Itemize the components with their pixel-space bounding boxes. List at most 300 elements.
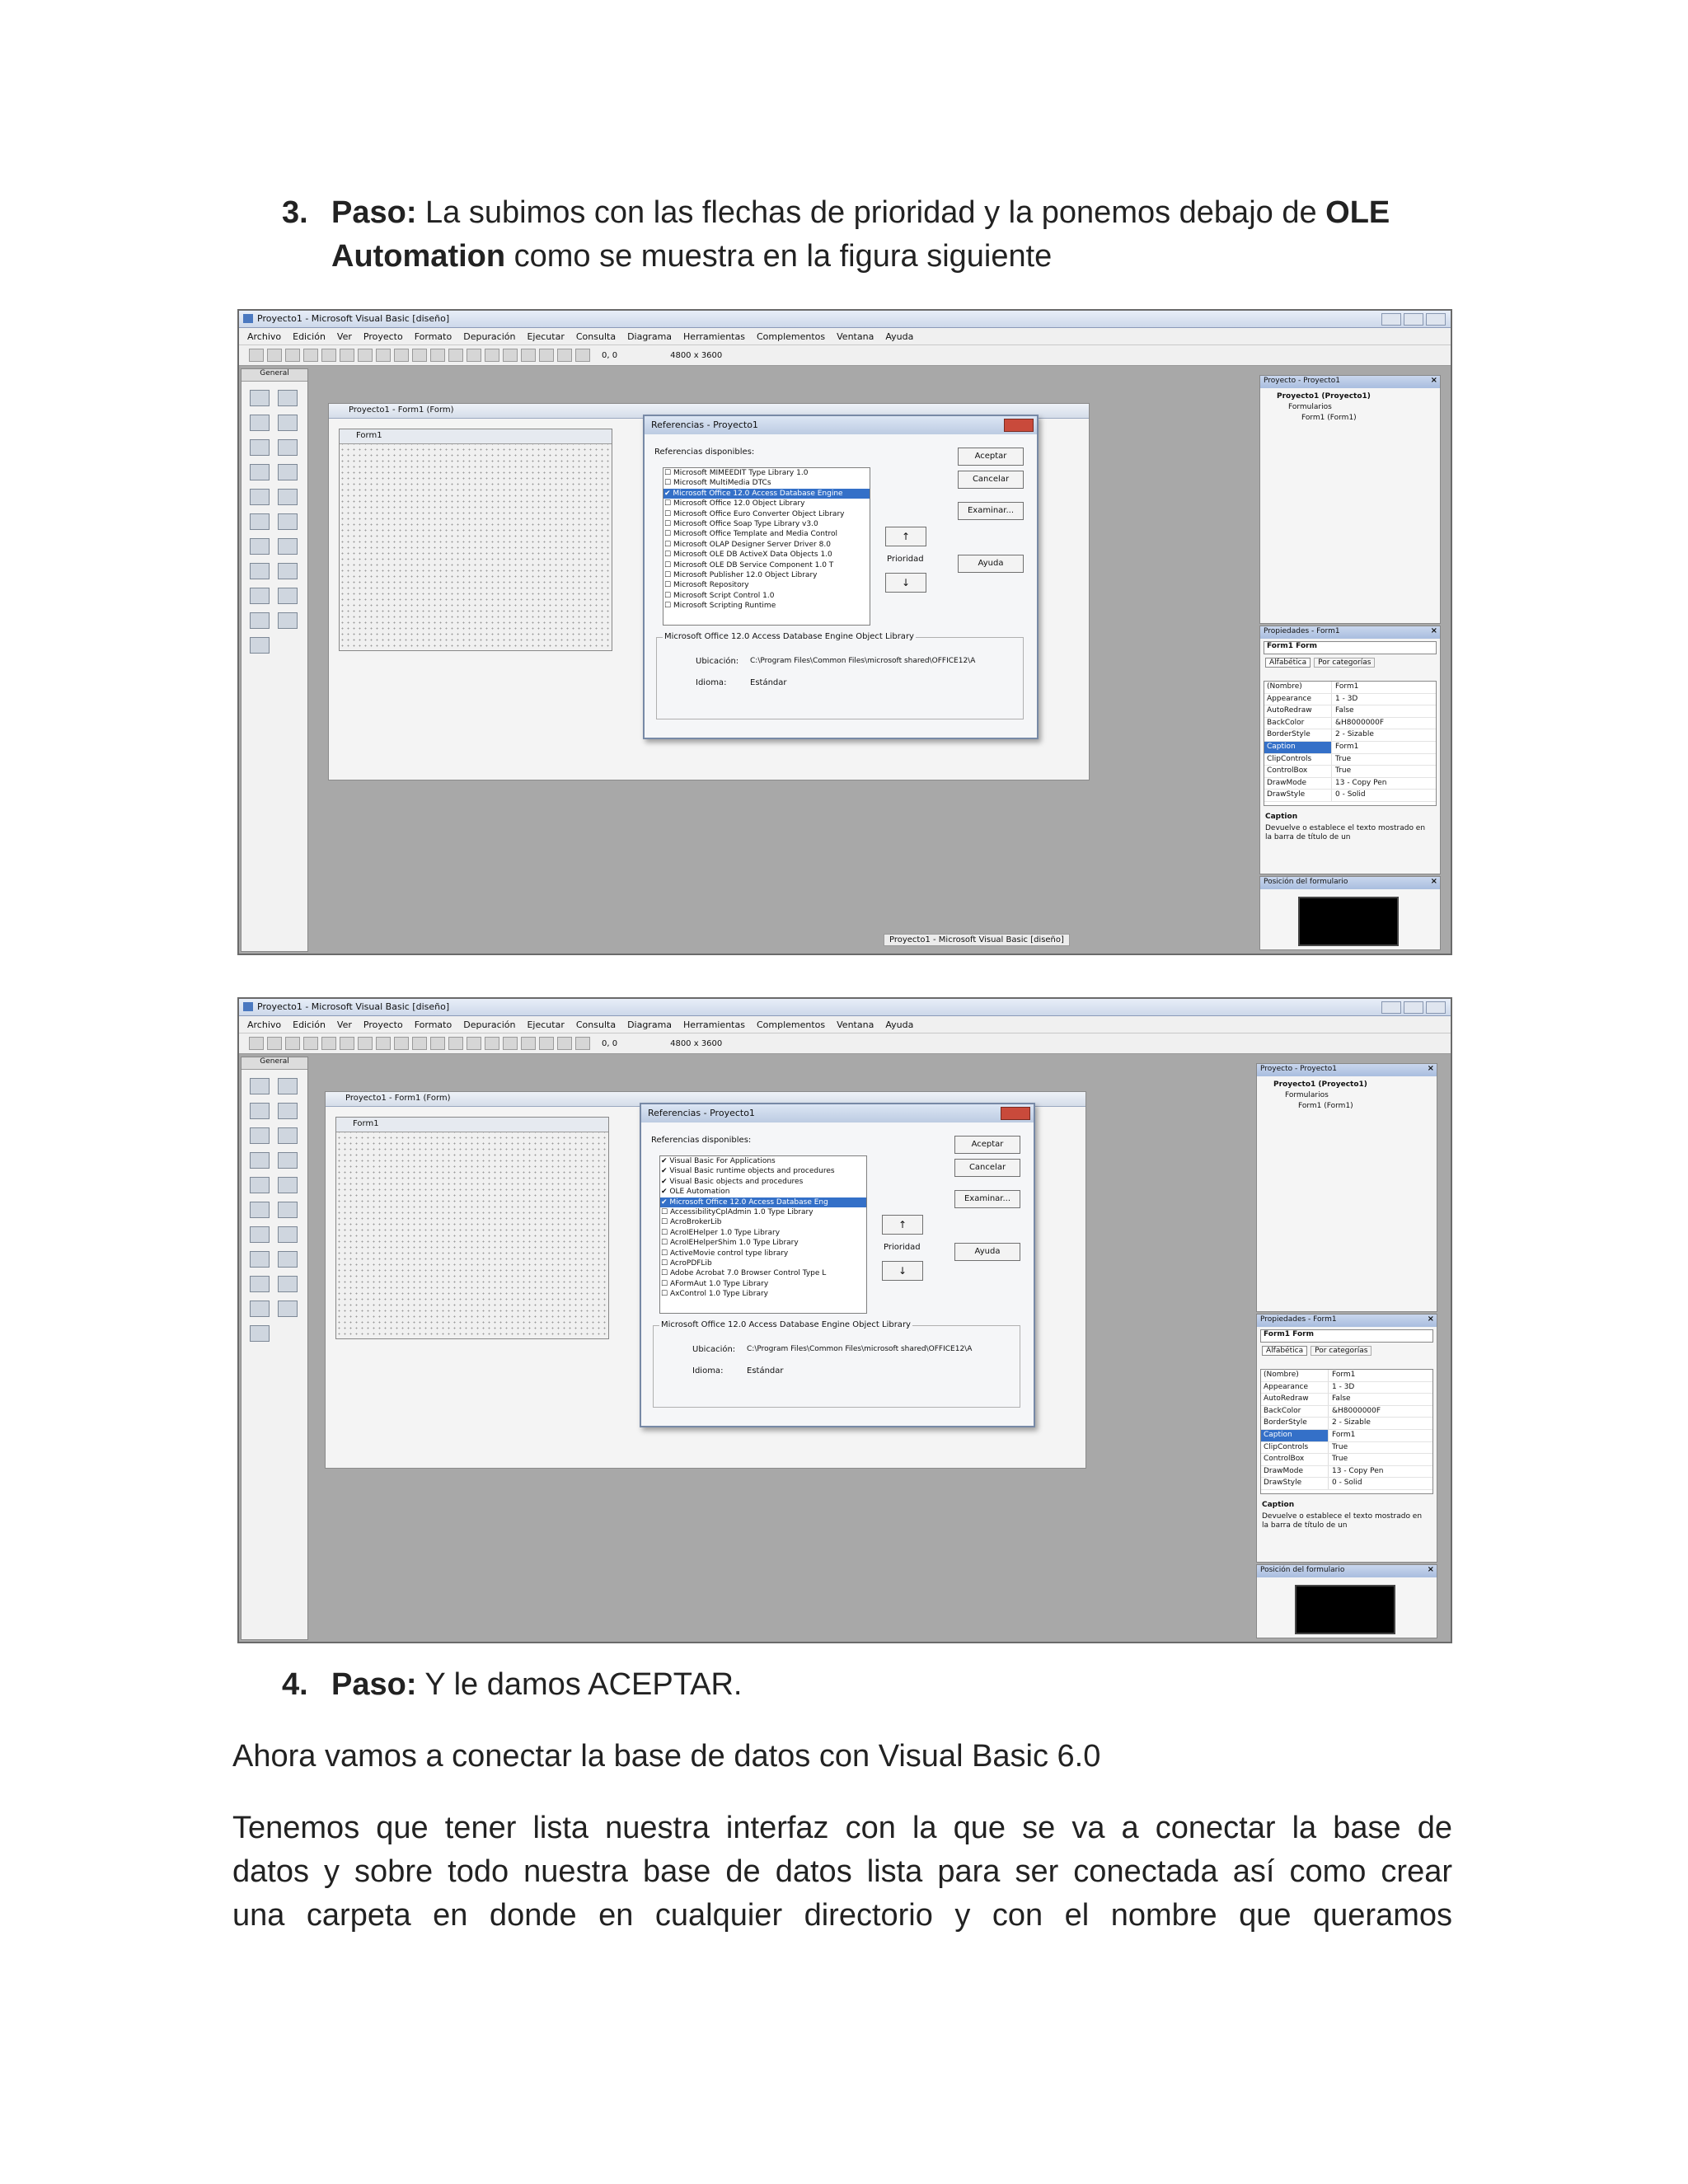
property-value[interactable]: True [1332,1442,1348,1451]
checkbox-empty-icon[interactable]: ☐ [661,1218,670,1227]
priority-up-button[interactable]: ↑ [882,1215,923,1235]
intro-paragraph: Ahora vamos a conectar la base de datos con Visual Basic 6.0 [232,1739,1101,1774]
property-row[interactable] [1264,694,1436,706]
reference-item[interactable] [660,1228,866,1238]
menu-archivo[interactable]: Archivo [247,330,282,342]
properties-icon[interactable] [521,1037,536,1050]
checkbox-empty-icon[interactable]: ☐ [661,1208,670,1217]
tab-categorized[interactable]: Por categorías [1314,658,1375,668]
property-value[interactable]: 1 - 3D [1335,694,1358,703]
undo-icon[interactable] [412,1037,427,1050]
stop-icon[interactable] [485,1037,499,1050]
help-button[interactable]: Ayuda [958,555,1024,573]
filelist-tool-icon[interactable] [278,1251,298,1268]
checkbox-empty-icon[interactable]: ☐ [664,540,673,549]
shape-tool-icon[interactable] [250,1276,270,1292]
close-icon[interactable]: × [1427,1565,1434,1574]
reference-item[interactable] [660,1177,866,1187]
pointer-tool-icon[interactable] [250,1078,270,1094]
project-panel-title: Proyecto - Proyecto1 [1260,1065,1337,1073]
menu-herramientas[interactable]: Herramientas [683,330,745,342]
object-selector[interactable]: Form1 Form [1260,1329,1433,1343]
menu-archivo[interactable]: Archivo [247,1019,282,1030]
close-icon[interactable]: × [1430,376,1437,385]
property-row[interactable] [1261,1418,1432,1430]
property-name: Caption [1264,742,1332,753]
reference-item[interactable] [663,570,870,580]
add-project-icon[interactable] [249,349,264,362]
tab-categorized[interactable]: Por categorías [1311,1346,1372,1356]
details-group-title: Microsoft Office 12.0 Access Database Engine Object Library [664,632,914,641]
close-icon[interactable]: × [1430,626,1437,635]
minimize-icon[interactable] [1381,313,1401,326]
form-layout-icon[interactable] [539,349,554,362]
menu-edición[interactable]: Edición [293,1019,326,1030]
checkbox-empty-icon[interactable]: ☐ [661,1279,670,1288]
redo-icon[interactable] [430,1037,445,1050]
toolbox-header: General [241,369,307,382]
reference-item[interactable] [663,499,870,509]
checkbox-tool-icon[interactable] [250,464,270,480]
run-icon[interactable] [448,349,463,362]
checkbox-empty-icon[interactable]: ☐ [661,1239,670,1248]
reference-item-label: Microsoft Office Euro Converter Object Library [673,509,845,518]
textbox-tool-icon[interactable] [278,1103,298,1119]
project-explorer-icon[interactable] [503,349,518,362]
maximize-icon[interactable] [1404,1001,1423,1014]
properties-panel [1259,626,1441,874]
reference-item-label: AcroIEHelperShim 1.0 Type Library [669,1239,799,1248]
property-row[interactable] [1261,1454,1432,1466]
reference-item[interactable] [660,1197,866,1207]
property-value[interactable]: 1 - 3D [1332,1382,1355,1391]
menu-editor-icon[interactable] [285,349,300,362]
menu-formato[interactable]: Formato [414,330,452,342]
property-row[interactable] [1264,766,1436,778]
menu-complementos[interactable]: Complementos [756,1019,826,1030]
help-button[interactable]: Ayuda [954,1243,1020,1261]
checkbox-empty-icon[interactable]: ☐ [664,591,673,600]
dirlist-tool-icon[interactable] [250,563,270,579]
object-browser-icon[interactable] [557,349,572,362]
properties-grid[interactable] [1264,681,1437,806]
reference-item[interactable] [663,601,870,611]
checkbox-empty-icon[interactable]: ☐ [664,479,673,488]
checkbox-empty-icon[interactable]: ☐ [664,499,673,509]
close-icon[interactable]: × [1430,877,1437,886]
property-value[interactable]: 2 - Sizable [1332,1418,1371,1427]
project-explorer-panel [1259,375,1441,624]
listbox-tool-icon[interactable] [278,1177,298,1193]
tree-project[interactable]: Proyecto1 (Proyecto1) [1277,392,1371,401]
tree-project[interactable]: Proyecto1 (Proyecto1) [1273,1080,1367,1089]
vb-menubar [239,1016,1451,1033]
properties-grid[interactable] [1260,1369,1433,1494]
property-name: BorderStyle [1264,729,1332,741]
menu-proyecto[interactable]: Proyecto [363,330,403,342]
toolbox-icon[interactable] [575,349,590,362]
run-icon[interactable] [448,1037,463,1050]
property-value[interactable]: 0 - Solid [1332,1479,1362,1488]
data-tool-icon[interactable] [278,612,298,629]
drivelist-tool-icon[interactable] [278,1226,298,1243]
vb-toolbar [239,1033,1451,1054]
paste-icon[interactable] [376,1037,391,1050]
property-row[interactable] [1261,1442,1432,1455]
reference-item[interactable] [660,1166,866,1176]
property-description-title: Caption [1265,813,1298,821]
property-value[interactable]: Form1 [1335,682,1359,691]
hscrollbar-tool-icon[interactable] [250,1202,270,1218]
menu-ejecutar[interactable]: Ejecutar [527,330,565,342]
reference-item[interactable] [660,1279,866,1289]
properties-panel-title: Propiedades - Form1 [1264,627,1340,635]
property-value[interactable]: 13 - Copy Pen [1335,778,1387,787]
open-icon[interactable] [303,1037,318,1050]
menu-depuración[interactable]: Depuración [463,330,516,342]
property-description-title: Caption [1262,1501,1295,1509]
references-list[interactable] [659,1155,867,1314]
dirlist-tool-icon[interactable] [250,1251,270,1268]
property-row[interactable] [1261,1406,1432,1418]
language-label: Idioma: [692,1366,724,1376]
checkbox-empty-icon[interactable]: ☐ [664,571,673,580]
reference-item-label: Microsoft OLE DB ActiveX Data Objects 1.0 [673,551,832,560]
minimize-icon[interactable] [1381,1001,1401,1014]
copy-icon[interactable] [358,349,373,362]
checkbox-checked-icon[interactable]: ✔ [664,489,673,498]
tab-alphabetic[interactable]: Alfabética [1262,1346,1307,1356]
save-icon[interactable] [321,1037,336,1050]
reference-item[interactable] [660,1156,866,1166]
property-value[interactable]: True [1335,754,1352,763]
property-value[interactable]: 0 - Solid [1335,790,1366,799]
property-value[interactable]: True [1335,766,1352,776]
reference-item-label: Microsoft OLE DB Service Component 1.0 T [673,560,834,569]
property-name: Appearance [1261,1382,1329,1394]
pause-icon[interactable] [467,1037,481,1050]
step3-bold-automation: Automation [331,239,506,274]
property-value[interactable]: &H8000000F [1335,718,1385,727]
property-row[interactable] [1264,790,1436,802]
property-row[interactable] [1264,682,1436,694]
menu-ver[interactable]: Ver [336,330,352,342]
reference-item[interactable] [663,509,870,519]
menu-consulta[interactable]: Consulta [575,330,617,342]
close-icon[interactable] [1426,313,1446,326]
add-form-icon[interactable] [267,349,282,362]
property-row[interactable] [1261,1370,1432,1382]
reference-item[interactable] [663,489,870,499]
priority-label: Prioridad [884,1243,921,1252]
form1-title: Form1 [340,429,612,444]
cancel-button[interactable]: Cancelar [954,1159,1020,1177]
picturebox-tool-icon[interactable] [278,1078,298,1094]
cancel-button[interactable]: Cancelar [958,471,1024,489]
reference-item[interactable] [660,1187,866,1197]
timer-tool-icon[interactable] [250,538,270,555]
property-row[interactable] [1264,705,1436,718]
checkbox-empty-icon[interactable]: ☐ [661,1259,670,1268]
undo-icon[interactable] [412,349,427,362]
label-tool-icon[interactable] [250,1103,270,1119]
find-icon[interactable] [394,1037,409,1050]
line-tool-icon[interactable] [278,588,298,604]
project-explorer-icon[interactable] [503,1037,518,1050]
reference-item[interactable] [663,478,870,488]
tree-forms-folder[interactable]: Formularios [1285,1091,1329,1099]
reference-item[interactable] [663,519,870,529]
reference-item-label: Visual Basic For Applications [669,1157,776,1165]
pointer-tool-icon[interactable] [250,390,270,406]
priority-down-button[interactable]: ↓ [882,1261,923,1281]
vscrollbar-tool-icon[interactable] [278,1202,298,1218]
reference-item[interactable] [660,1289,866,1299]
pause-icon[interactable] [467,349,481,362]
maximize-icon[interactable] [1404,313,1423,326]
accept-button[interactable]: Aceptar [954,1136,1020,1154]
commandbutton-tool-icon[interactable] [278,439,298,456]
priority-down-button[interactable]: ↓ [885,573,926,593]
property-row[interactable] [1261,1394,1432,1406]
property-row[interactable] [1264,718,1436,730]
property-row[interactable] [1261,1466,1432,1479]
add-form-icon[interactable] [267,1037,282,1050]
references-dialog-title: Referencias - Proyecto1 [651,419,758,430]
toolbar-size: 4800 x 3600 [670,350,723,360]
form-layout-preview[interactable] [1298,897,1399,946]
close-icon[interactable]: × [1427,1315,1434,1324]
image-tool-icon[interactable] [250,612,270,629]
checkbox-empty-icon[interactable]: ☐ [664,551,673,560]
details-group-title: Microsoft Office 12.0 Access Database Engine Object Library [661,1320,911,1329]
property-name: DrawMode [1261,1466,1329,1478]
reference-item-label: Microsoft Publisher 12.0 Object Library [673,571,818,580]
browse-button[interactable]: Examinar... [958,502,1024,520]
form1-canvas[interactable] [335,1117,609,1339]
open-icon[interactable] [303,349,318,362]
reference-item-label: AcroBrokerLib [669,1218,722,1227]
reference-item[interactable] [660,1268,866,1278]
project-explorer-panel [1256,1063,1437,1312]
checkbox-checked-icon[interactable]: ✔ [661,1177,670,1186]
timer-tool-icon[interactable] [250,1226,270,1243]
available-references-label: Referencias disponibles: [651,1136,752,1145]
tab-alphabetic[interactable]: Alfabética [1265,658,1311,668]
menu-ver[interactable]: Ver [336,1019,352,1030]
object-selector[interactable]: Form1 Form [1264,641,1437,654]
property-row[interactable] [1261,1430,1432,1442]
reference-item[interactable] [663,468,870,478]
menu-depuración[interactable]: Depuración [463,1019,516,1030]
tree-form1[interactable]: Form1 (Form1) [1298,1102,1353,1110]
close-icon[interactable] [1426,1001,1446,1014]
reference-item-label: ActiveMovie control type library [669,1249,789,1258]
reference-item[interactable] [660,1258,866,1268]
menu-formato[interactable]: Formato [414,1019,452,1030]
menu-herramientas[interactable]: Herramientas [683,1019,745,1030]
menu-ventana[interactable]: Ventana [837,330,874,342]
reference-item-label: Microsoft Office Template and Media Control [673,530,838,539]
property-value[interactable]: False [1332,1394,1351,1404]
property-row[interactable] [1264,742,1436,754]
form1-canvas[interactable] [339,429,612,651]
object-browser-icon[interactable] [557,1037,572,1050]
menu-proyecto[interactable]: Proyecto [363,1019,403,1030]
drivelist-tool-icon[interactable] [278,538,298,555]
frame-tool-icon[interactable] [250,1127,270,1144]
optionbutton-tool-icon[interactable] [278,1152,298,1169]
vb-app-icon [243,1002,253,1011]
property-name: ControlBox [1264,766,1332,777]
references-list[interactable] [663,467,870,626]
reference-item[interactable] [663,580,870,590]
stop-icon[interactable] [485,349,499,362]
checkbox-empty-icon[interactable]: ☐ [661,1290,670,1299]
filelist-tool-icon[interactable] [278,563,298,579]
vb-titlebar [239,311,1451,328]
combobox-tool-icon[interactable] [250,1177,270,1193]
textbox-tool-icon[interactable] [278,415,298,431]
property-row[interactable] [1261,1478,1432,1490]
menu-diagrama[interactable]: Diagrama [627,330,673,342]
frame-tool-icon[interactable] [250,439,270,456]
checkbox-checked-icon[interactable]: ✔ [661,1167,670,1176]
reference-item[interactable] [663,591,870,601]
property-value[interactable]: False [1335,706,1354,715]
checkbox-empty-icon[interactable]: ☐ [664,509,673,518]
reference-item-label: AccessibilityCplAdmin 1.0 Type Library [669,1208,814,1217]
reference-item[interactable] [660,1249,866,1258]
reference-item[interactable] [663,550,870,560]
menu-ejecutar[interactable]: Ejecutar [527,1019,565,1030]
cut-icon[interactable] [340,349,354,362]
close-icon[interactable]: × [1427,1064,1434,1073]
reference-item[interactable] [660,1207,866,1217]
checkbox-checked-icon[interactable]: ✔ [661,1188,670,1197]
priority-label: Prioridad [887,555,924,564]
checkbox-checked-icon[interactable]: ✔ [661,1157,670,1165]
accept-button[interactable]: Aceptar [958,448,1024,466]
redo-icon[interactable] [430,349,445,362]
line-tool-icon[interactable] [278,1276,298,1292]
reference-item[interactable] [663,529,870,539]
combobox-tool-icon[interactable] [250,489,270,505]
checkbox-empty-icon[interactable]: ☐ [664,581,673,590]
references-dialog [643,415,1039,739]
menu-ayuda[interactable]: Ayuda [885,330,914,342]
reference-item-label: Visual Basic objects and procedures [669,1177,804,1186]
listbox-tool-icon[interactable] [278,489,298,505]
property-value[interactable]: 2 - Sizable [1335,730,1374,739]
checkbox-empty-icon[interactable]: ☐ [664,560,673,569]
reference-item[interactable] [663,540,870,550]
label-tool-icon[interactable] [250,415,270,431]
checkbox-tool-icon[interactable] [250,1152,270,1169]
add-project-icon[interactable] [249,1037,264,1050]
menu-ventana[interactable]: Ventana [837,1019,874,1030]
property-value[interactable]: Form1 [1332,1371,1356,1379]
reference-item-label: Microsoft Script Control 1.0 [673,591,775,600]
toolbox-icon[interactable] [575,1037,590,1050]
vscrollbar-tool-icon[interactable] [278,513,298,530]
property-row[interactable] [1264,729,1436,742]
checkbox-checked-icon[interactable]: ✔ [661,1197,670,1207]
form-layout-icon[interactable] [539,1037,554,1050]
menu-ayuda[interactable]: Ayuda [885,1019,914,1030]
reference-item[interactable] [660,1217,866,1227]
location-value: C:\Program Files\Common Files\microsoft shared\OFFICE12\A [747,1345,973,1353]
image-tool-icon[interactable] [250,1301,270,1317]
close-icon[interactable] [1001,1107,1030,1120]
property-name: BorderStyle [1261,1418,1329,1429]
property-value[interactable]: Form1 [1332,1430,1356,1439]
hscrollbar-tool-icon[interactable] [250,513,270,530]
step3-number: 3. [282,195,308,230]
copy-icon[interactable] [358,1037,373,1050]
paste-icon[interactable] [376,349,391,362]
properties-icon[interactable] [521,349,536,362]
save-icon[interactable] [321,349,336,362]
reference-item[interactable] [660,1238,866,1248]
commandbutton-tool-icon[interactable] [278,1127,298,1144]
checkbox-empty-icon[interactable]: ☐ [664,469,673,477]
reference-item-label: Microsoft Office 12.0 Object Library [673,499,805,509]
property-row[interactable] [1264,778,1436,790]
menu-edición[interactable]: Edición [293,330,326,342]
checkbox-empty-icon[interactable]: ☐ [661,1228,670,1237]
cut-icon[interactable] [340,1037,354,1050]
property-value[interactable]: Form1 [1335,742,1359,751]
close-icon[interactable] [1004,419,1034,432]
form-layout-preview[interactable] [1295,1585,1395,1634]
references-dialog-title: Referencias - Proyecto1 [648,1108,755,1118]
checkbox-empty-icon[interactable]: ☐ [664,520,673,529]
vb-app-icon [243,314,253,323]
checkbox-empty-icon[interactable]: ☐ [664,530,673,539]
step4-label: Paso: [331,1667,417,1702]
tree-form1[interactable]: Form1 (Form1) [1301,414,1357,422]
menu-consulta[interactable]: Consulta [575,1019,617,1030]
data-tool-icon[interactable] [278,1301,298,1317]
browse-button[interactable]: Examinar... [954,1190,1020,1208]
ole-tool-icon[interactable] [250,1325,270,1342]
menu-editor-icon[interactable] [285,1037,300,1050]
checkbox-empty-icon[interactable]: ☐ [661,1269,670,1278]
ole-tool-icon[interactable] [250,637,270,654]
property-name: BackColor [1261,1406,1329,1418]
menu-diagrama[interactable]: Diagrama [627,1019,673,1030]
checkbox-empty-icon[interactable]: ☐ [661,1249,670,1258]
property-row[interactable] [1261,1382,1432,1394]
property-value[interactable]: &H8000000F [1332,1406,1381,1415]
property-value[interactable]: True [1332,1455,1348,1464]
property-value[interactable]: 13 - Copy Pen [1332,1466,1384,1475]
priority-up-button[interactable]: ↑ [885,527,926,546]
shape-tool-icon[interactable] [250,588,270,604]
find-icon[interactable] [394,349,409,362]
properties-panel [1256,1314,1437,1563]
picturebox-tool-icon[interactable] [278,390,298,406]
reference-item-label: Adobe Acrobat 7.0 Browser Control Type L [669,1269,827,1278]
menu-complementos[interactable]: Complementos [756,330,826,342]
property-row[interactable] [1264,754,1436,766]
optionbutton-tool-icon[interactable] [278,464,298,480]
tree-forms-folder[interactable]: Formularios [1288,403,1332,411]
location-label: Ubicación: [692,1345,736,1354]
checkbox-empty-icon[interactable]: ☐ [664,602,673,611]
reference-item[interactable] [663,560,870,570]
